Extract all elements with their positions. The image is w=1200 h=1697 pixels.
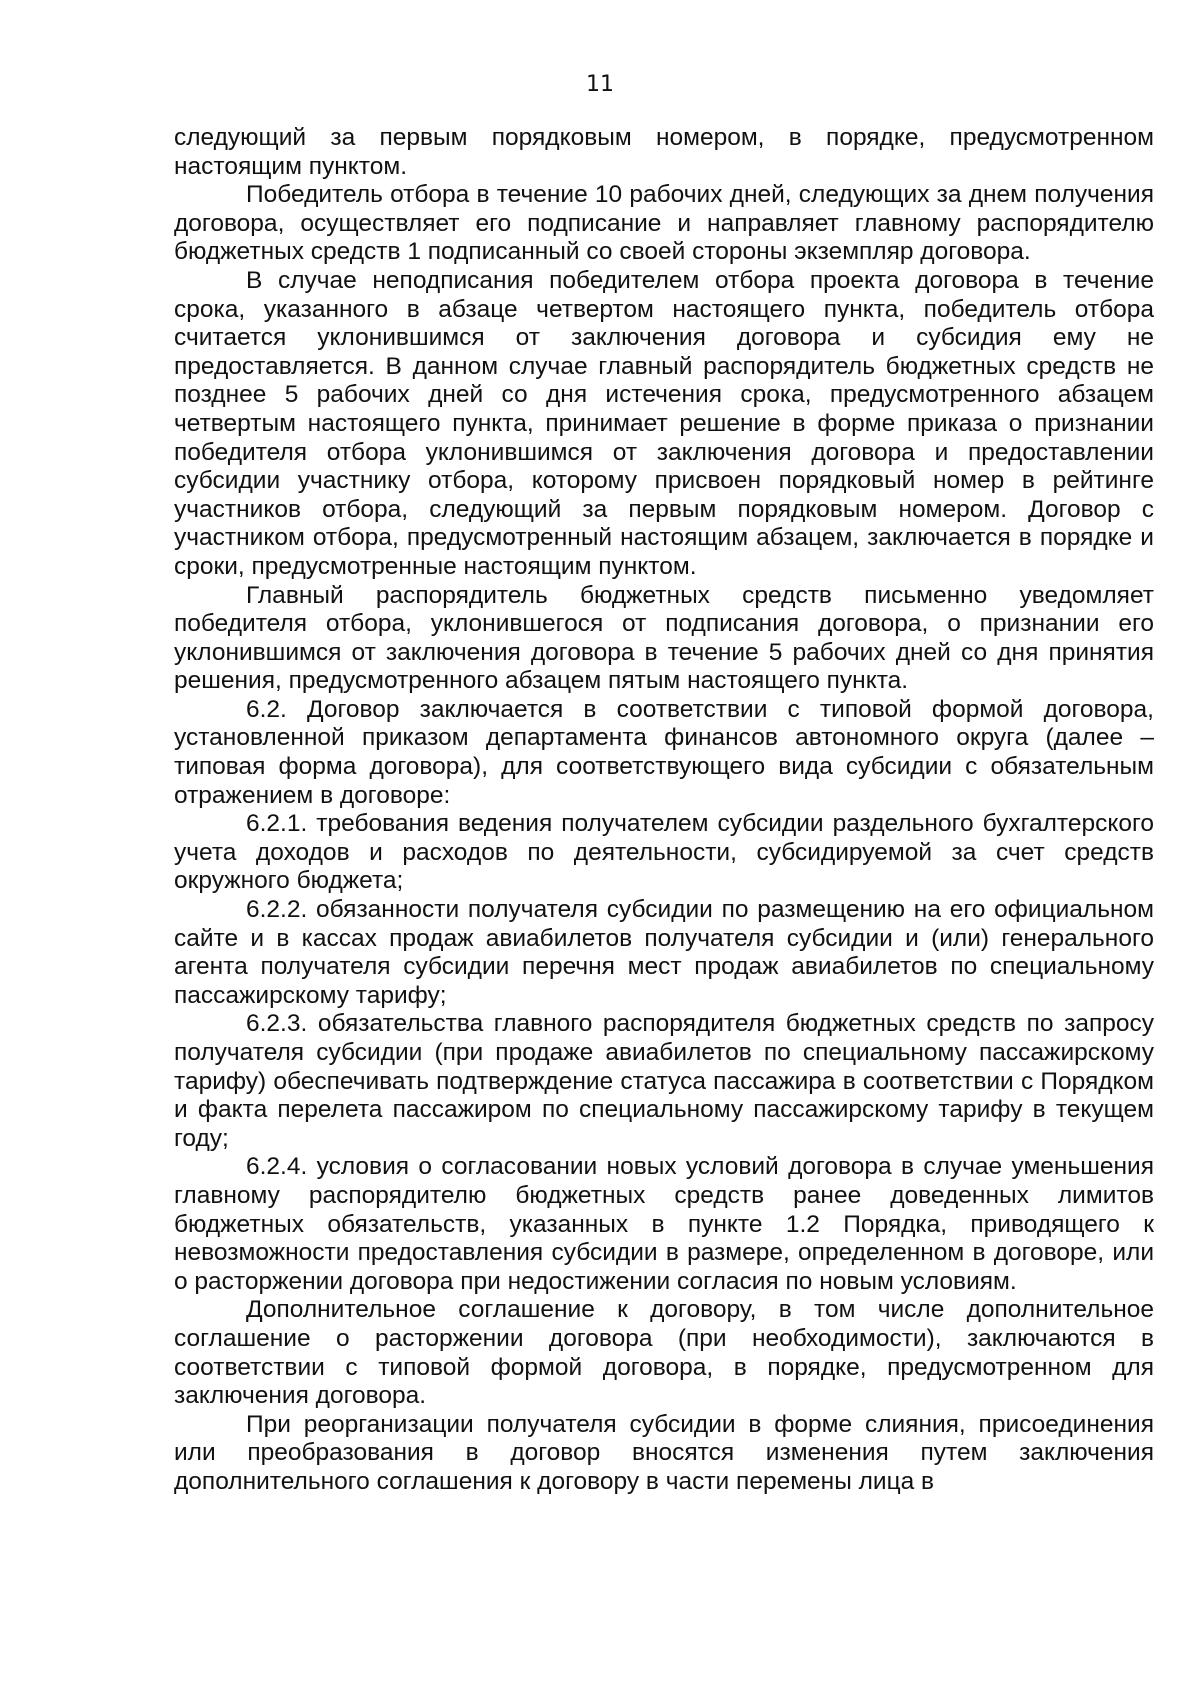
paragraph: В случае неподписания победителем отбора проекта договора в течение срока, указанного в абзаце четвертом настоящего пункта, победитель отбора считается уклонившимся от заключения договора и субсидия ему не предоставляется. В данном случае главный распорядитель бюджетных средств не позднее 5 рабочих дней со дня истечения срока, предусмотренного абзацем четвертым настоящего пункта, принимает решение в форме приказа о признании победителя отбора уклонившимся от заключения договора и предоставлении субсидии участнику отбора, которому присвоен порядковый номер в рейтинге участников отбора, следующий за первым порядковым номером. Договор с участником отбора, предусмотренный настоящим абзацем, заключается в порядке и сроки, предусмотренные настоящим пунктом. [174, 266, 1154, 580]
paragraph: Дополнительное соглашение к договору, в том числе дополнительное соглашение о расторжении договора (при необходимости), заключаются в соответствии с типовой формой договора, в порядке, предусмотренном для заключения договора. [174, 1296, 1154, 1410]
paragraph-section-6-2-2: 6.2.2. обязанности получателя субсидии по размещению на его официальном сайте и в кассах продаж авиабилетов получателя субсидии и (или) генерального агента получателя субсидии перечня мест продаж авиабилетов по специальному пассажирскому тарифу; [174, 896, 1154, 1009]
paragraph: Победитель отбора в течение 10 рабочих дней, следующих за днем получения договора, осуществляет его подписание и направляет главному распорядителю бюджетных средств 1 подписанный со своей стороны экземпляр договора. [174, 181, 1154, 266]
paragraph-section-6-2-4: 6.2.4. условия о согласовании новых условий договора в случае уменьшения главному распорядителю бюджетных средств ранее доведенных лимитов бюджетных обязательств, указанных в пункте 1.2 Порядка, приводящего к невозможности предоставления субсидии в размере, определенном в договоре, или о расторжении договора при недостижении согласия по новым условиям. [174, 1153, 1154, 1295]
paragraph: Главный распорядитель бюджетных средств письменно уведомляет победителя отбора, уклонившегося от подписания договора, о признании его уклонившимся от заключения договора в течение 5 рабочих дней со дня принятия решения, предусмотренного абзацем пятым настоящего пункта. [174, 581, 1154, 695]
paragraph: При реорганизации получателя субсидии в форме слияния, присоединения или преобразования в договор вносятся изменения путем заключения дополнительного соглашения к договору в части перемены лица в [174, 1410, 1154, 1495]
paragraph-section-6-2-3: 6.2.3. обязательства главного распорядителя бюджетных средств по запросу получателя субсидии (при продаже авиабилетов по специальному пассажирскому тарифу) обеспечивать подтверждение статуса пассажира в соответствии с Порядком и факта перелета пассажиром по специальному пассажирскому тарифу в текущем году; [174, 1010, 1154, 1152]
paragraph-section-6-2-1: 6.2.1. требования ведения получателем субсидии раздельного бухгалтерского учета доходов и расходов по деятельности, субсидируемой за счет средств окружного бюджета; [174, 810, 1154, 895]
paragraph-continuation: следующий за первым порядковым номером, в порядке, предусмотренном настоящим пунктом. [174, 124, 1154, 180]
page-number: 11 [586, 72, 614, 97]
document-body [174, 124, 1154, 1497]
paragraph-section-6-2: 6.2. Договор заключается в соответствии с типовой формой договора, установленной приказом департамента финансов автономного округа (далее – типовая форма договора), для соответствующего вида субсидии с обязательным отражением в договоре: [174, 695, 1154, 809]
